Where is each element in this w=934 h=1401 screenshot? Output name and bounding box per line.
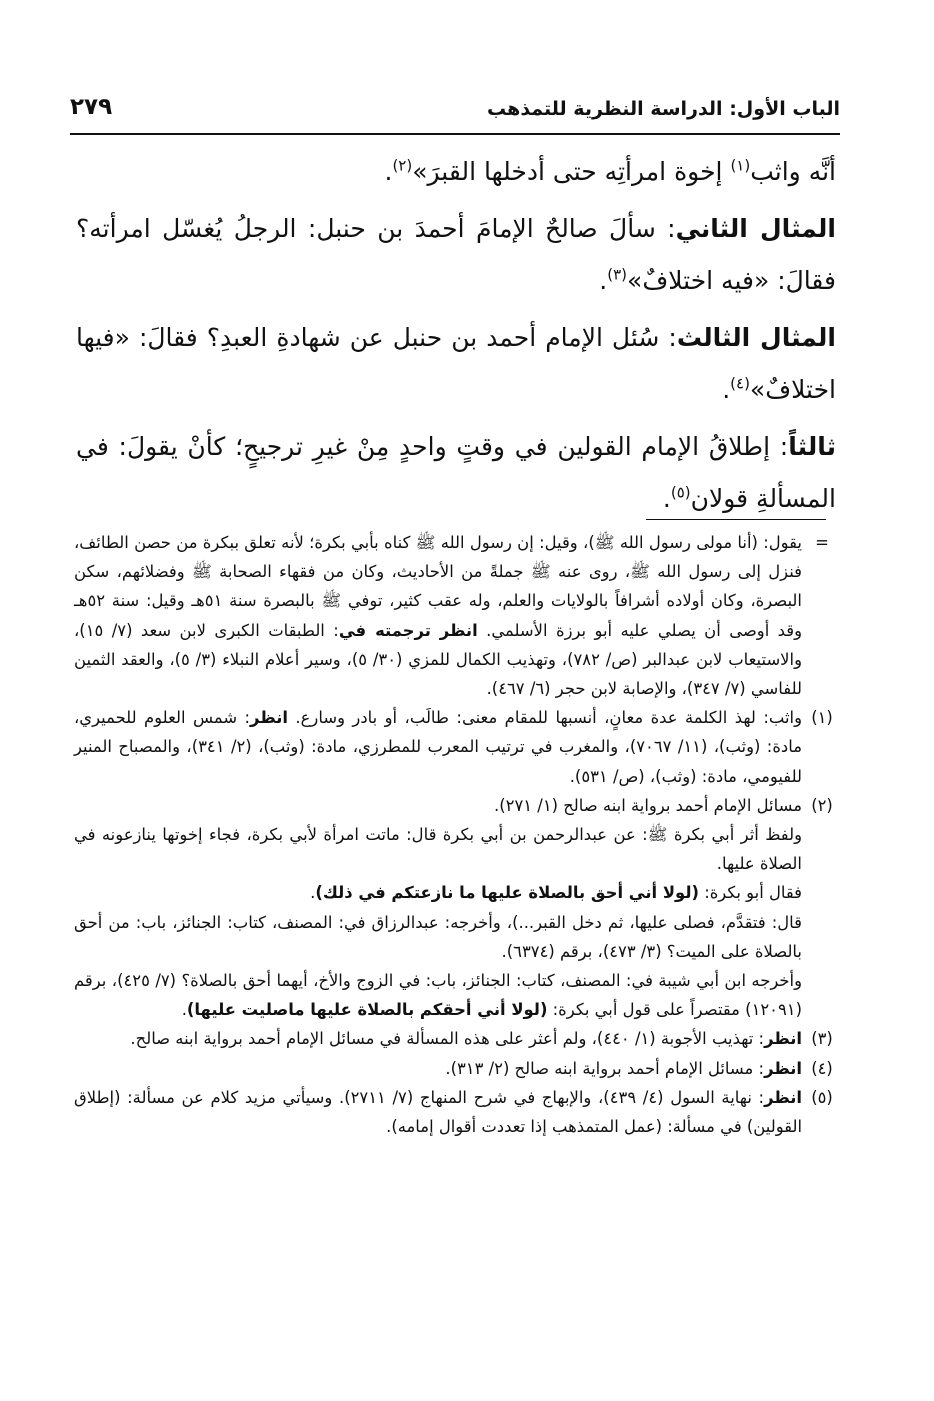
header-rule (70, 133, 840, 135)
footnote-marker: (٣) (811, 1029, 833, 1049)
text: . (310, 883, 316, 903)
footnote-line (74, 966, 802, 1024)
text: . (722, 375, 731, 404)
text: أنَّه واثب (750, 157, 836, 186)
text: . (384, 157, 393, 186)
footnote-marker: (٤) (811, 1058, 833, 1078)
example-3-label: المثال الثالث (676, 323, 836, 352)
footnote-line: قال: فتقدَّم، فصلى عليها، ثم دخل القبر...)، وأخرجه: عبدالرزاق في: المصنف، كتاب: الجنائز، باب: من أحق بالصلاة على الميت؟ (٣/ ٤٧٣)، برقم (٦٣٧٤). (74, 912, 802, 961)
bold-text: انظر ترجمته في (338, 620, 478, 640)
footnote-continuation (74, 528, 842, 703)
text: : سألَ صالحٌ الإمامَ أحمدَ بن حنبل: الرجلُ يُغسّل امرأته؟ فقالَ: «فيه اختلافٌ» (76, 214, 836, 295)
bold-text: انظر (764, 1087, 803, 1107)
paragraph-example-2 (76, 203, 836, 307)
footnote-3 (74, 1024, 842, 1053)
footnote-ref-5: (٥) (670, 483, 691, 502)
text: يقول: (أنا مولى رسول الله ﷺ)، وقيل: إن رسول الله ﷺ كناه بأبي بكرة؛ لأنه تعلق ببكرة من حصن الطائف، فنزل إلى رسول الله ﷺ، روى عنه ﷺ جملةً من الأحاديث، وكان من فقهاء الصحابة ﷺ وفضلائهم، سكن البصرة، وكان أولاده أشرافاً بالولايات والعلم، وله عقب كثير، توفي ﷺ بالبصرة سنة ٥١هـ وقيل: سنة ٥٢هـ وقد أوصى أن يصلي عليه أبو برزة الأسلمي. (74, 533, 803, 640)
footnote-line (74, 878, 802, 907)
third-label: ثالثاً (788, 432, 836, 461)
main-text (76, 146, 836, 530)
text: واثب: لهذ الكلمة عدة معانٍ، أنسبها للمقام معنى: طالَب، أو بادر وسارع. (287, 708, 802, 728)
text: : شمس العلوم للحميري، مادة: (وثب)، (١١/ ٧٠٦٧)، والمغرب في ترتيب المعرب للمطرزي، مادة: (وثب)، (٢/ ٣٤١)، والمصباح المنير للفيومي، مادة: (وثب)، (ص/ ٥٣١). (74, 708, 802, 786)
bold-text: انظر (764, 1058, 802, 1078)
footnote-4 (74, 1054, 842, 1083)
footnote-text (74, 528, 802, 703)
running-header (70, 92, 840, 132)
text: : الطبقات الكبرى لابن سعد (٧/ ١٥)، والاستيعاب لابن عبدالبر (ص/ ٧٨٢)، وتهذيب الكمال للمزي (٣٠/ ٥)، وسير أعلام النبلاء (٣/ ٥)، والعقد الثمين للفاسي (٧/ ٣٤٧)، والإصابة لابن حجر (٦/ ٤٦٧). (74, 620, 802, 699)
footnote-marker: (١) (811, 708, 833, 728)
footnote-text (74, 1083, 802, 1141)
bold-text: انظر (764, 1029, 802, 1049)
text: وأخرجه ابن أبي شيبة في: المصنف، كتاب: الجنائز، باب: في الزوج والأخ، أيهما أحق بالصلاة؟ (٧/ ٤٢٥)، برقم (١٢٠٩١) مقتصراً على قول أبي بكرة: (74, 971, 803, 1020)
text: : مسائل الإمام أحمد برواية ابنه صالح (٢/ ٣١٣). (445, 1058, 765, 1078)
footnote-marker: (٢) (811, 795, 833, 815)
paragraph-third (76, 421, 836, 525)
footnote-line: ولفظ أثر أبي بكرة ﷺ: عن عبدالرحمن بن أبي بكرة قال: ماتت امرأة لأبي بكرة، فجاء إخوتها ينازعونه في الصلاة عليها. (74, 825, 802, 874)
text: : سُئل الإمام أحمد بن حنبل عن شهادةِ العبدِ؟ فقالَ: «فيها اختلافٌ» (76, 323, 836, 404)
example-2-label: المثال الثاني (675, 214, 836, 243)
footnote-text (74, 703, 802, 791)
footnote-5 (74, 1083, 842, 1141)
chapter-title: الباب الأول: الدراسة النظرية للتمذهب (487, 98, 840, 120)
footnote-separator (646, 519, 826, 520)
bold-text: (لولا أني أحقكم بالصلاة عليها ماصليت عليها) (186, 1000, 548, 1020)
text: . (599, 266, 608, 295)
footnote-ref-1: (١) (730, 156, 751, 175)
footnote-2 (74, 791, 842, 1025)
footnotes (74, 528, 842, 1141)
footnote-marker: (٥) (811, 1087, 833, 1107)
footnote-text (74, 1054, 802, 1083)
footnote-text (74, 791, 802, 1025)
footnote-ref-3: (٣) (607, 265, 628, 284)
footnote-text (74, 1024, 802, 1053)
text: إخوة امرأتِه حتى أدخلها القبرَ» (412, 157, 731, 186)
paragraph-1 (76, 146, 836, 198)
footnote-1 (74, 703, 842, 791)
page-number: ٢٧٩ (70, 94, 113, 120)
footnote-ref-2: (٢) (392, 156, 413, 175)
bold-text: (لولا أني أحق بالصلاة عليها ما نازعتكم في ذلك) (315, 883, 699, 903)
bold-text: انظر (250, 708, 288, 728)
text: . (181, 1000, 187, 1020)
text: : نهاية السول (٤/ ٤٣٩)، والإبهاج في شرح المنهاج (٧/ ٢٧١١). وسيأتي مزيد كلام عن مسألة: (إطلاق القولين) في مسألة: (عمل المتمذهب إذا تعددت أقوال إمامه). (74, 1087, 802, 1137)
footnote-marker: = (815, 533, 829, 552)
paragraph-example-3 (76, 312, 836, 416)
text: : تهذيب الأجوبة (١/ ٤٤٠)، ولم أعثر على هذه المسألة في مسائل الإمام أحمد برواية ابنه صالح. (130, 1029, 765, 1049)
footnote-ref-4: (٤) (730, 374, 750, 393)
text: : إطلاقُ الإمام القولين في وقتٍ واحدٍ مِنْ غيرِ ترجيحٍ؛ كأنْ يقولَ: في المسألةِ قولان (76, 432, 836, 513)
text: . (662, 484, 671, 513)
text: فقال أبو بكرة: (698, 883, 802, 903)
footnote-line: مسائل الإمام أحمد برواية ابنه صالح (١/ ٢٧١). (494, 795, 802, 815)
